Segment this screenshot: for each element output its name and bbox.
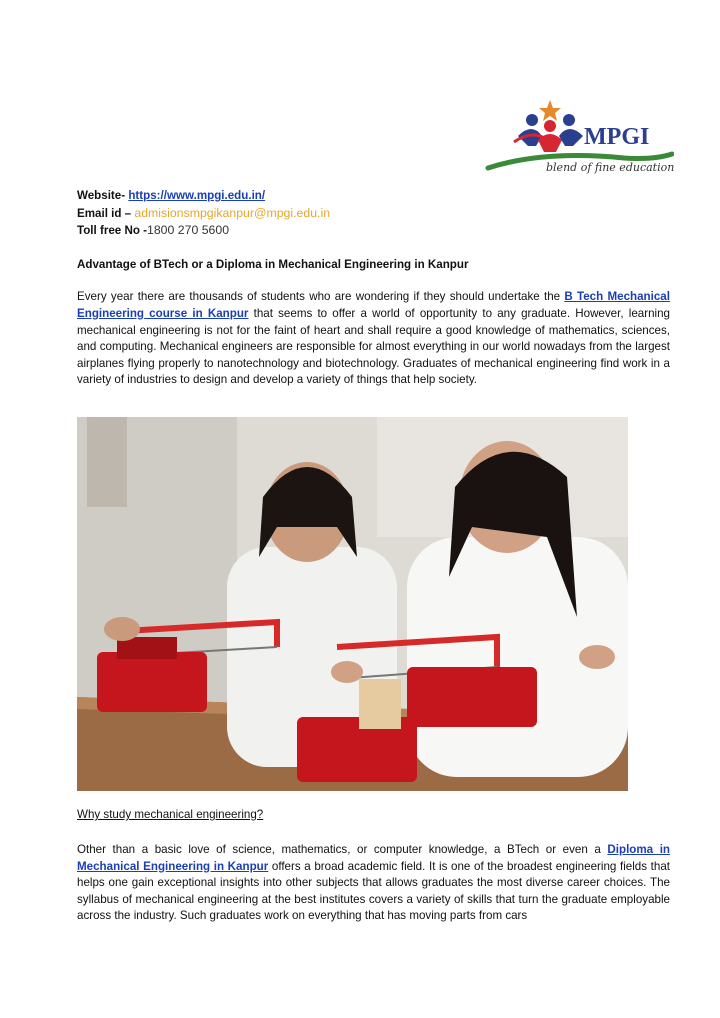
phone-value: 1800 270 5600 (147, 223, 230, 238)
intro-paragraph (77, 289, 670, 389)
logo-text: MPGI (584, 124, 650, 150)
second-paragraph (77, 842, 670, 925)
diploma-course-link[interactable]: Diploma in Mechanical Engineering in Kanpur (77, 843, 670, 873)
two-students-sawing-workshop-photo (77, 417, 628, 791)
document-body (77, 188, 670, 389)
website-link[interactable]: https://www.mpgi.edu.in/ (128, 189, 266, 202)
star-icon (539, 100, 561, 121)
phone-label: Toll free No - (77, 224, 147, 238)
para2-text-before: Other than a basic love of science, mathematics, or computer knowledge, a BTech or even a (77, 843, 608, 856)
mpgi-logo-graphic (484, 98, 674, 178)
email-label: Email id – (77, 206, 132, 220)
para2-text-after: offers a broad academic field. It is one of the broadest engineering fields that helps one gain exceptional insights into other subjects that allows graduates the most diverse career choices. The syllabus of mechanical engineering at the best institutes covers a variety of skills that turn the graduate employable across the industry. Such graduates work on everything that has moving parts from cars (77, 859, 670, 923)
email-line (77, 205, 670, 223)
website-label: Website- (77, 189, 126, 202)
btech-course-link[interactable]: B Tech Mechanical Engineering course in Kanpur (77, 290, 670, 320)
intro-text-before: Every year there are thousands of students who are wondering if they should undertake the (77, 290, 565, 304)
website-line (77, 188, 670, 205)
subheading: Why study mechanical engineering? (77, 808, 264, 821)
workshop-photo (77, 417, 628, 791)
email-value[interactable]: admisionsmpgikanpur@mpgi.edu.in (134, 205, 331, 220)
logo-tagline: blend of fine education (546, 161, 674, 174)
section-heading: Advantage of BTech or a Diploma in Mechanical Engineering in Kanpur (77, 257, 469, 271)
phone-line (77, 222, 670, 240)
intro-text-after: that seems to offer a world of opportunity to any graduate. However, learning mechanical engineering is not for the faint of heart and shall require a good knowledge of mathematics, sciences, and computing. Mechanical engineers are responsible for almost everything in our world nowadays from the largest airplanes flying properly to nanotechnology and biotechnology. Graduates of mechanical engineering find work in a variety of industries to design and develop a variety of things that help society. (77, 306, 671, 387)
mpgi-logo (484, 98, 674, 178)
